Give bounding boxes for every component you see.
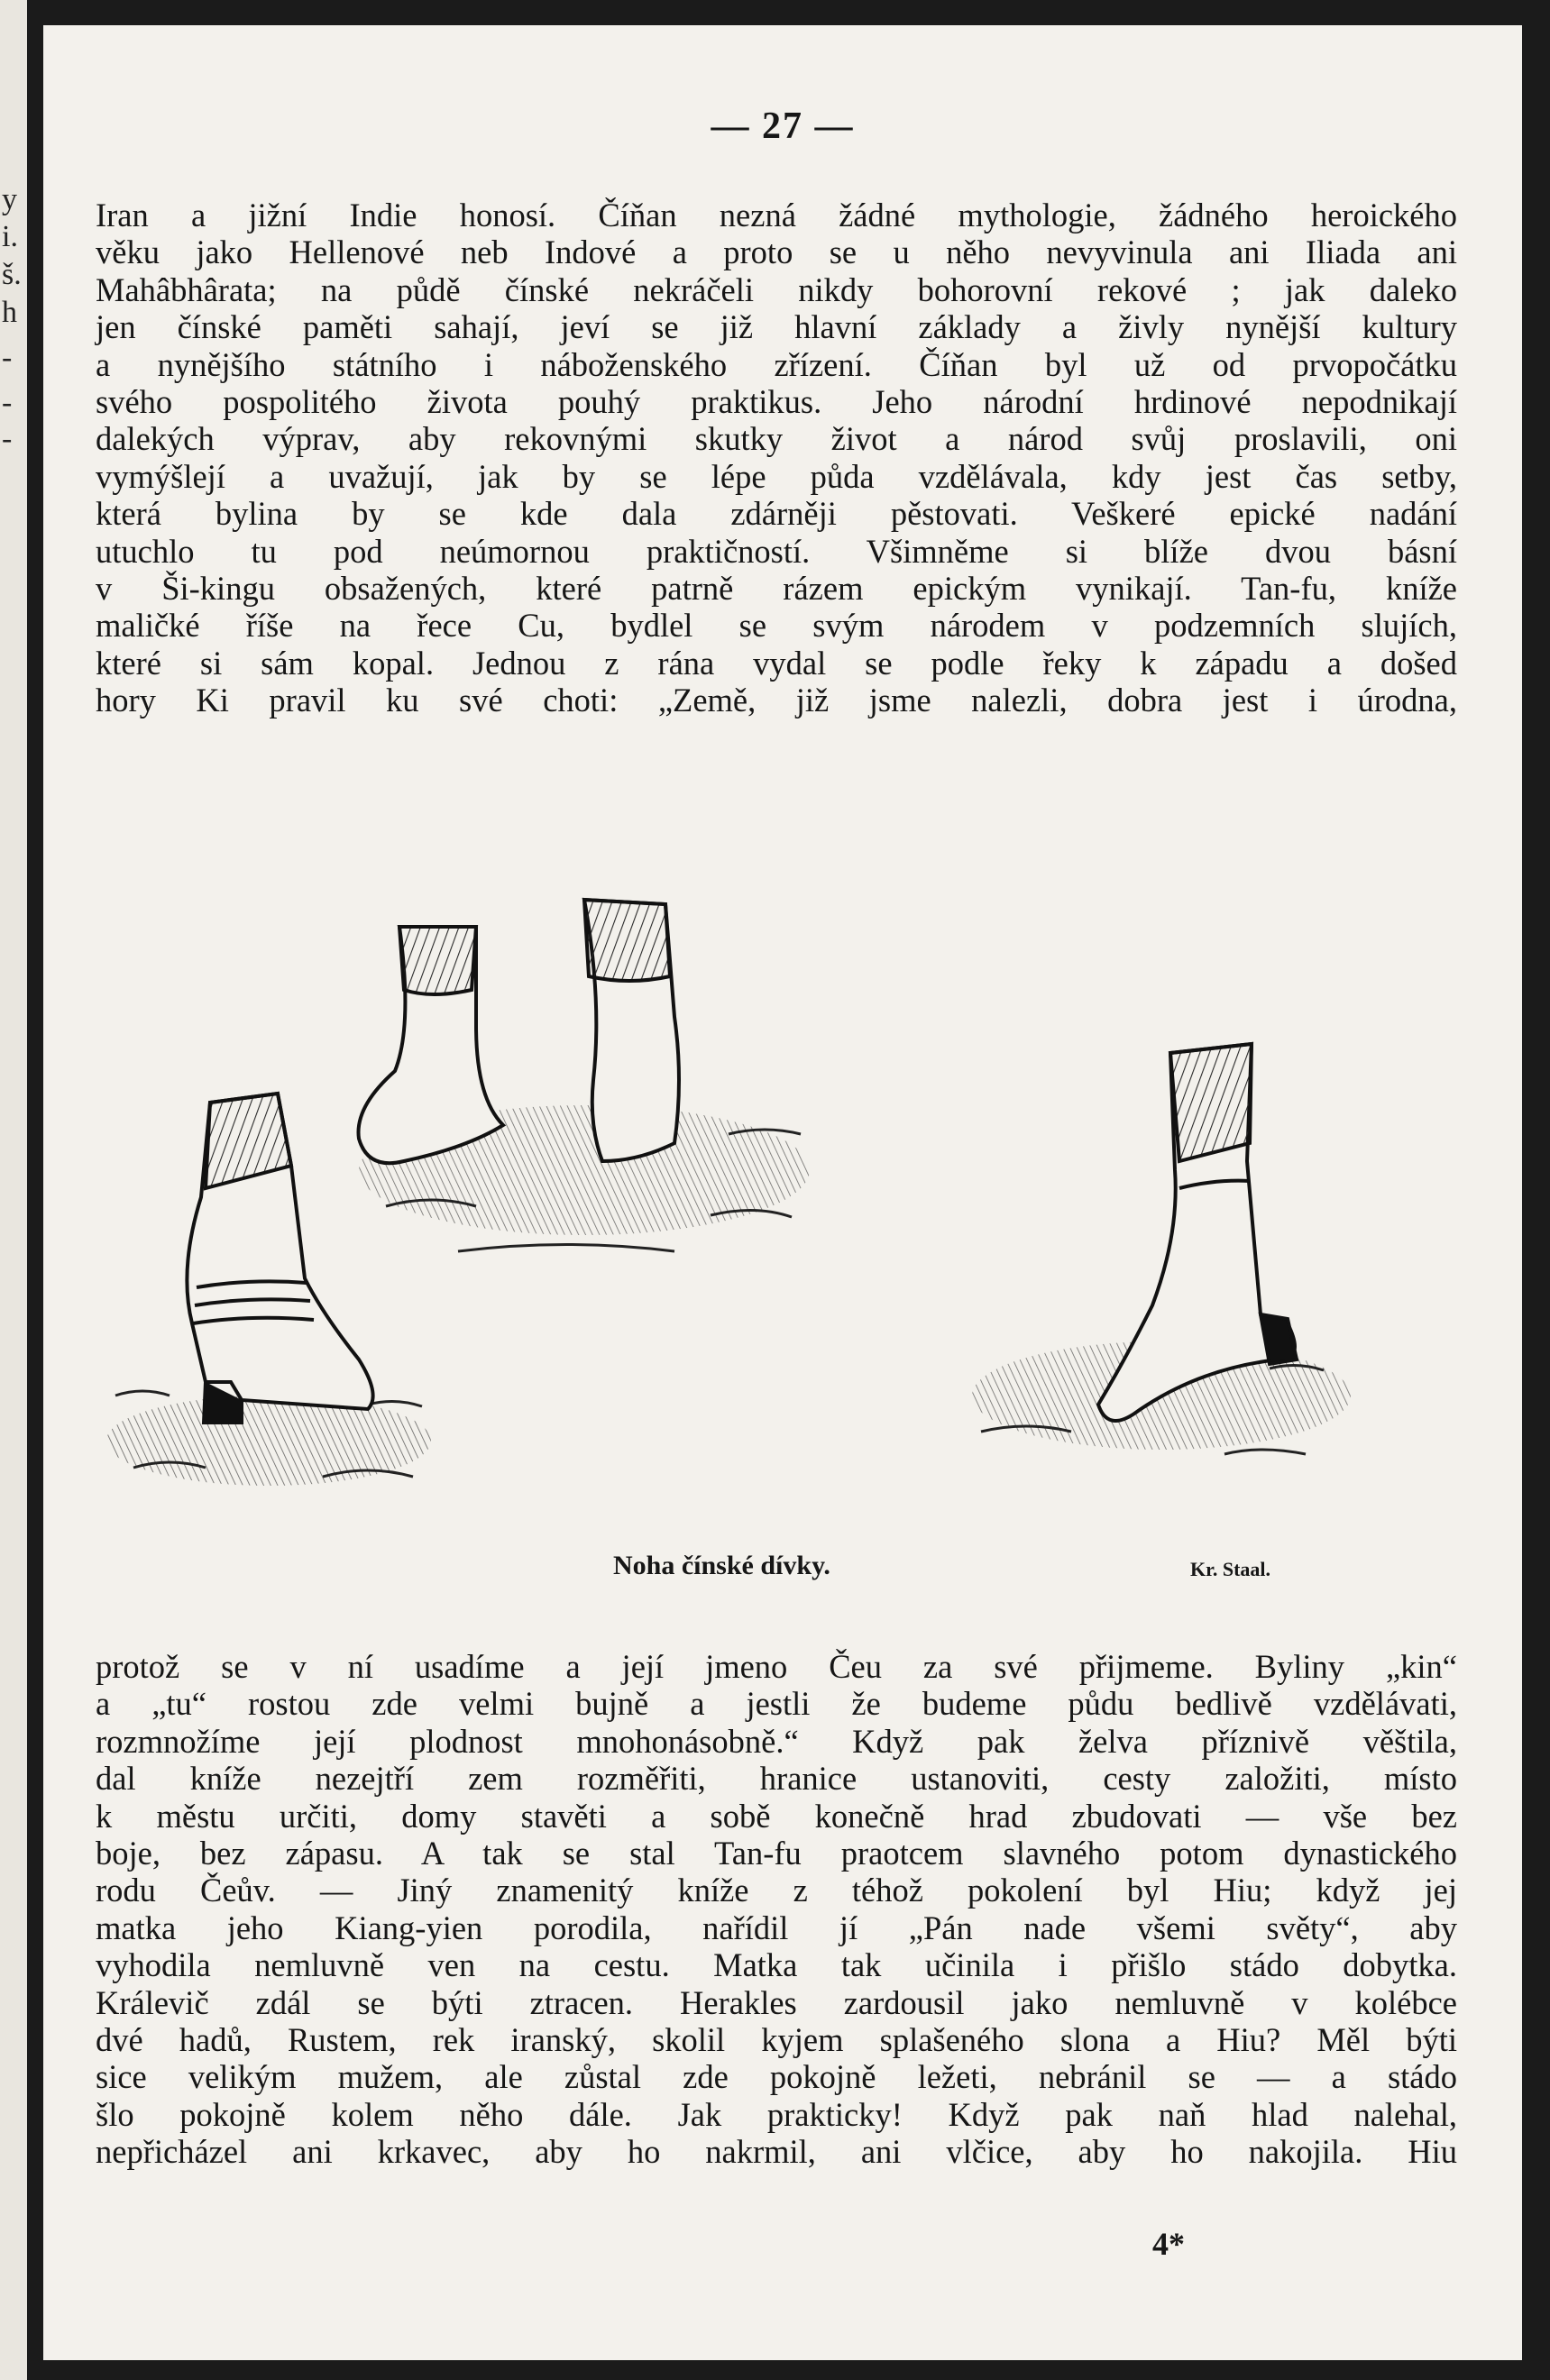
edge-glyph: i.	[2, 220, 18, 253]
text-line: a „tu“ rostou zde velmi bujně a jestli že budeme půdu bedlivě vzdělávati,	[96, 1685, 1457, 1723]
paragraph-top	[96, 197, 1457, 719]
text-line: dal kníže nezejtří zem rozměřiti, hranice ustanoviti, cesty založiti, místo	[96, 1760, 1457, 1798]
edge-glyph: -	[2, 386, 13, 419]
figure-caption: Noha čínské dívky.	[613, 1551, 830, 1580]
edge-glyph: š.	[2, 258, 22, 291]
text-line: nepřicházel ani krkavec, aby ho nakrmil, ani vlčice, aby ho nakojila. Hiu	[96, 2133, 1457, 2171]
signature-mark: 4*	[1152, 2226, 1185, 2262]
text-line: Mahâbhârata; na půdě čínské nekráčeli nikdy bohorovní rekové ; jak daleko	[96, 270, 1457, 308]
left-shoe-foot	[187, 1094, 372, 1423]
edge-glyph: -	[2, 341, 13, 374]
ground-left	[106, 1391, 431, 1486]
edge-glyph: y	[2, 183, 17, 216]
edge-glyph: -	[2, 422, 13, 455]
text-line: vymýšlejí a uvažují, jak by se lépe půda vzdělávala, kdy jest čas setby,	[96, 457, 1457, 495]
text-line: svého pospolitého života pouhý praktikus. Jeho národní hrdinové nepodnikají	[96, 383, 1457, 421]
text-line: jen čínské paměti sahají, jeví se již hlavní základy a živly nynější kultury	[96, 308, 1457, 346]
text-line: boje, bez zápasu. A tak se stal Tan-fu praotcem slavného potom dynastického	[96, 1835, 1457, 1872]
text-line: šlo pokojně kolem něho dále. Jak prakticky! Když pak naň hlad nalehal,	[96, 2095, 1457, 2133]
text-line: hory Ki pravil ku své choti: „Země, již jsme nalezli, dobra jest i úrodna,	[96, 682, 1457, 719]
text-line: Králevič zdál se býti ztracen. Herakles zardousil jako nemluvně v kolébce	[96, 1983, 1457, 2021]
text-line: dalekých výprav, aby rekovnými skutky život a národ svůj proslavili, oni	[96, 420, 1457, 458]
text-line: protož se v ní usadíme a její jmeno Čeu za své přijmeme. Byliny „kin“	[96, 1648, 1457, 1685]
text-line: k městu určiti, domy stavěti a sobě konečně hrad zbudovati — vše bez	[96, 1797, 1457, 1835]
text-line: Iran a jižní Indie honosí. Číňan nezná žádné mythologie, žádného heroického	[96, 197, 1457, 233]
paragraph-bottom	[96, 1648, 1457, 2171]
figure-artist-credit: Kr. Staal.	[1190, 1558, 1271, 1580]
previous-page-edge	[0, 0, 27, 2380]
text-line: rozmnožíme její plodnost mnohonásobně.“ Když pak želva příznivě věštila,	[96, 1722, 1457, 1760]
text-line: a nynějšího státního i náboženského zřízení. Číňan byl už od prvopočátku	[96, 345, 1457, 383]
page-number: — 27 —	[711, 105, 855, 147]
text-line: která bylina by se kde dala zdárněji pěstovati. Veškeré epické nadání	[96, 495, 1457, 533]
text-line: sice velikým mužem, ale zůstal zde pokojně ležeti, nebránil se — a stádo	[96, 2058, 1457, 2096]
text-line: které si sám kopal. Jednou z rána vydal se podle řeky k západu a došed	[96, 644, 1457, 682]
book-page	[43, 25, 1522, 2360]
text-line: matka jeho Kiang-yien porodila, nařídil jí „Pán nade všemi světy“, aby	[96, 1909, 1457, 1946]
text-line: utuchlo tu pod neúmornou praktičností. Všimněme si blíže dvou básní	[96, 532, 1457, 570]
text-line: v Ši-kingu obsažených, které patrně rázem epickým vynikají. Tan-fu, kníže	[96, 570, 1457, 608]
edge-glyph: h	[2, 296, 17, 329]
text-line: věku jako Hellenové neb Indové a proto se u něho nevyvinula ani Iliada ani	[96, 233, 1457, 271]
text-line: maličké říše na řece Cu, bydlel se svým národem v podzemních slujích,	[96, 607, 1457, 645]
text-line: dvé hadů, Rustem, rek iranský, skolil kyjem splašeného slona a Hiu? Měl býti	[96, 2021, 1457, 2059]
text-line: vyhodila nemluvně ven na cestu. Matka tak učinila i přišlo stádo dobytka.	[96, 1946, 1457, 1984]
illustration-chinese-girl-feet	[97, 891, 1459, 1576]
text-line: rodu Čeův. — Jiný znamenitý kníže z téhož pokolení byl Hiu; když jej	[96, 1872, 1457, 1909]
